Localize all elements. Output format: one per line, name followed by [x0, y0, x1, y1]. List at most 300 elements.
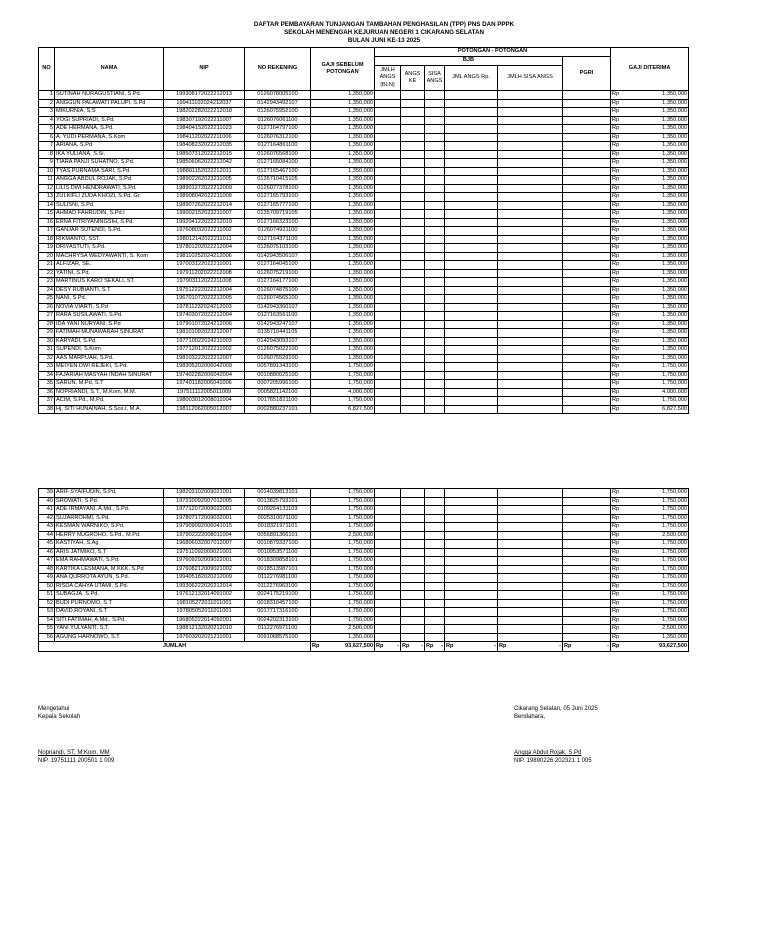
cell-jmlh-angs [375, 633, 401, 642]
cell-jml-angs-rp [445, 227, 498, 236]
diterima-value: 1,750,000 [662, 616, 687, 623]
cell-gaji: 4,000,000 [311, 388, 375, 397]
cell-pgri [563, 397, 611, 406]
headmaster-name: Nopriandi, ST, M.Kom, MM [38, 750, 110, 756]
cell-no: 12 [39, 184, 55, 193]
total-angs-ke: Rp - [401, 642, 425, 652]
cell-jmlh-angs [375, 354, 401, 363]
cell-angs-ke [401, 150, 425, 159]
cell-pgri [563, 557, 611, 566]
currency-label: Rp [612, 346, 620, 352]
cell-pgri [563, 531, 611, 540]
cell-pgri [563, 565, 611, 574]
currency-label: Rp [612, 91, 620, 97]
cell-rekening: 0010953571100 [245, 548, 311, 557]
cell-jmlh-angs [375, 625, 401, 634]
cell-diterima [611, 371, 689, 380]
cell-gaji: 1,350,000 [311, 320, 375, 329]
cell-sisa-angs [425, 320, 445, 329]
cell-pgri [563, 150, 611, 159]
diterima-value: 1,350,000 [662, 116, 688, 123]
cell-angs-ke [401, 540, 425, 549]
cell-rekening: 0126074921100 [245, 227, 311, 236]
cell-diterima [611, 176, 689, 185]
currency-label: Rp [612, 574, 620, 580]
cell-pgri [563, 608, 611, 617]
table-row [39, 142, 689, 151]
cell-rekening: 0127164177100 [245, 278, 311, 287]
cell-pgri [563, 380, 611, 389]
cell-rekening: 0142943506107 [245, 252, 311, 261]
cell-nip: 198812132020212010 [164, 625, 245, 634]
cell-sisa-angs [425, 184, 445, 193]
cell-no: 50 [39, 582, 55, 591]
col-pgri: PGRI [563, 57, 611, 91]
cell-jmlh-sisa [498, 286, 563, 295]
cell-jml-angs-rp [445, 371, 498, 380]
sig-left-line1: Mengetahui [38, 706, 70, 712]
cell-jmlh-sisa [498, 329, 563, 338]
cell-sisa-angs [425, 133, 445, 142]
table-row [39, 320, 689, 329]
cell-jmlh-sisa [498, 523, 563, 532]
currency-label: Rp [612, 625, 620, 631]
cell-sisa-angs [425, 227, 445, 236]
cell-angs-ke [401, 565, 425, 574]
cell-jmlh-sisa [498, 150, 563, 159]
cell-nama: SROWATI, S.Pd. [55, 497, 164, 506]
cell-angs-ke [401, 193, 425, 202]
cell-jmlh-angs [375, 540, 401, 549]
cell-jmlh-sisa [498, 295, 563, 304]
cell-diterima [611, 210, 689, 219]
cell-jmlh-angs [375, 159, 401, 168]
cell-jmlh-angs [375, 227, 401, 236]
cell-no: 35 [39, 380, 55, 389]
cell-jmlh-sisa [498, 210, 563, 219]
cell-gaji: 1,350,000 [311, 633, 375, 642]
currency-label: Rp [612, 608, 620, 614]
cell-pgri [563, 388, 611, 397]
table-row [39, 159, 689, 168]
cell-nama: SUJARROHMI, S.Pd. [55, 514, 164, 523]
diterima-value: 1,350,000 [662, 193, 688, 199]
cell-gaji: 1,750,000 [311, 557, 375, 566]
cell-gaji: 1,750,000 [311, 380, 375, 389]
diterima-value: 1,750,000 [662, 548, 687, 555]
cell-nama: ACIM, S.Pd., M.Pd. [55, 397, 164, 406]
cell-jmlh-sisa [498, 354, 563, 363]
cell-angs-ke [401, 506, 425, 515]
cell-nama: ERNA FITRIYANINGSIH, S.Pd. [55, 218, 164, 227]
cell-nip: 199411102024212037 [164, 99, 245, 108]
cell-jml-angs-rp [445, 261, 498, 270]
cell-angs-ke [401, 227, 425, 236]
cell-gaji: 1,750,000 [311, 514, 375, 523]
cell-jml-angs-rp [445, 133, 498, 142]
cell-gaji: 1,350,000 [311, 116, 375, 125]
cell-no: 5 [39, 125, 55, 134]
cell-angs-ke [401, 142, 425, 151]
cell-pgri [563, 142, 611, 151]
table-row [39, 523, 689, 532]
diterima-value: 1,350,000 [662, 91, 688, 97]
cell-rekening: 0018309858101 [245, 557, 311, 566]
cell-nip: 199405182020212009 [164, 574, 245, 583]
cell-angs-ke [401, 201, 425, 210]
cell-nip: 197911202022212008 [164, 269, 245, 278]
cell-jml-angs-rp [445, 184, 498, 193]
cell-no: 2 [39, 99, 55, 108]
cell-diterima [611, 99, 689, 108]
cell-jmlh-sisa [498, 227, 563, 236]
cell-jmlh-sisa [498, 531, 563, 540]
cell-jml-angs-rp [445, 286, 498, 295]
cell-jmlh-angs [375, 176, 401, 185]
table-row [39, 371, 689, 380]
cell-diterima [611, 363, 689, 372]
cell-pgri [563, 371, 611, 380]
cell-sisa-angs [425, 235, 445, 244]
cell-pgri [563, 625, 611, 634]
cell-jmlh-angs [375, 235, 401, 244]
cell-gaji: 2,500,000 [311, 531, 375, 540]
currency-label: Rp [612, 269, 620, 276]
cell-rekening: 0127163561100 [245, 312, 311, 321]
cell-nama: EMA RAHMAWATI, S.Pd. [55, 557, 164, 566]
cell-no: 44 [39, 531, 55, 540]
cell-angs-ke [401, 116, 425, 125]
cell-jmlh-sisa [498, 497, 563, 506]
cell-jml-angs-rp [445, 244, 498, 253]
cell-nip: 197608212009021002 [164, 565, 245, 574]
cell-jmlh-angs [375, 295, 401, 304]
table-row [39, 108, 689, 117]
cell-rekening: 0109264131103 [245, 506, 311, 515]
cell-nama: GANJAR SUTENDI, S.Pd. [55, 227, 164, 236]
cell-rekening: 0024175219100 [245, 591, 311, 600]
cell-gaji: 1,750,000 [311, 363, 375, 372]
cell-nama: FATIMAH MUNAWARAH SINURAT [55, 329, 164, 338]
cell-jmlh-sisa [498, 565, 563, 574]
cell-nama: KASTIYAH, S.Ag [55, 540, 164, 549]
diterima-value: 1,350,000 [662, 354, 688, 361]
cell-sisa-angs [425, 167, 445, 176]
table-row [39, 125, 689, 134]
cell-jml-angs-rp [445, 565, 498, 574]
table-row [39, 388, 689, 397]
cell-jmlh-angs [375, 142, 401, 151]
cell-jmlh-angs [375, 380, 401, 389]
cell-sisa-angs [425, 125, 445, 134]
diterima-value: 1,350,000 [662, 159, 688, 165]
cell-nip: 198506062022212042 [164, 159, 245, 168]
currency-label: Rp [612, 540, 620, 546]
diterima-value: 1,350,000 [662, 167, 688, 174]
cell-gaji: 1,350,000 [311, 295, 375, 304]
cell-gaji: 1,350,000 [311, 184, 375, 193]
cell-jml-angs-rp [445, 388, 498, 397]
cell-nama: LILIS DWI HENDRAWATI, S.Pd. [55, 184, 164, 193]
cell-jmlh-sisa [498, 133, 563, 142]
diterima-value: 1,750,000 [662, 540, 687, 546]
cell-nama: NOPRIANDI, S.T., M.Kom, M.M. [55, 388, 164, 397]
cell-pgri [563, 346, 611, 355]
cell-no: 53 [39, 608, 55, 617]
cell-no: 31 [39, 346, 55, 355]
cell-nama: IKA YULIANA, S.Si. [55, 150, 164, 159]
cell-jmlh-angs [375, 108, 401, 117]
cell-nama: TIARA PANJI SUHATNO, S.Pd. [55, 159, 164, 168]
table-row [39, 329, 689, 338]
currency-label: Rp [612, 150, 620, 157]
cell-no: 22 [39, 269, 55, 278]
cell-jml-angs-rp [445, 329, 498, 338]
diterima-value: 6,827,500 [662, 405, 688, 412]
cell-rekening: 0112276963100 [245, 582, 311, 591]
cell-jmlh-sisa [498, 608, 563, 617]
cell-rekening: 0127165467100 [245, 167, 311, 176]
diterima-value: 2,500,000 [662, 625, 687, 631]
cell-diterima [611, 201, 689, 210]
cell-sisa-angs [425, 261, 445, 270]
cell-angs-ke [401, 625, 425, 634]
diterima-value: 1,350,000 [662, 235, 688, 242]
cell-pgri [563, 244, 611, 253]
cell-no: 46 [39, 548, 55, 557]
cell-nama: SITI FATIMAH, A.Md., S.Pd. [55, 616, 164, 625]
cell-nip: 198907262022212014 [164, 201, 245, 210]
cell-sisa-angs [425, 599, 445, 608]
cell-jmlh-angs [375, 269, 401, 278]
cell-pgri [563, 599, 611, 608]
cell-jml-angs-rp [445, 514, 498, 523]
cell-rekening: 0142943093107 [245, 337, 311, 346]
cell-nama: ARIANA, S.Pd [55, 142, 164, 151]
table-row [39, 397, 689, 406]
cell-no: 21 [39, 261, 55, 270]
cell-angs-ke [401, 286, 425, 295]
cell-sisa-angs [425, 363, 445, 372]
currency-label: Rp [612, 497, 620, 504]
cell-sisa-angs [425, 616, 445, 625]
cell-nip: 198103222022212007 [164, 354, 245, 363]
cell-sisa-angs [425, 397, 445, 406]
cell-jmlh-angs [375, 329, 401, 338]
cell-rekening: 0057891343100 [245, 363, 311, 372]
cell-diterima [611, 227, 689, 236]
cell-pgri [563, 159, 611, 168]
cell-nama: KARYADI, S.Pd. [55, 337, 164, 346]
cell-angs-ke [401, 184, 425, 193]
cell-gaji: 1,350,000 [311, 201, 375, 210]
cell-gaji: 1,750,000 [311, 599, 375, 608]
cell-nama: SUBAGJA, S.Pd. [55, 591, 164, 600]
table-row [39, 244, 689, 253]
cell-diterima [611, 405, 689, 414]
cell-nama: HERRY NUGROHO, S.Pd., M.Pd. [55, 531, 164, 540]
table-row [39, 591, 689, 600]
cell-nip: 197710022024211003 [164, 337, 245, 346]
diterima-value: 1,750,000 [662, 363, 688, 369]
cell-jml-angs-rp [445, 312, 498, 321]
cell-nip: 197811232024212003 [164, 303, 245, 312]
cell-jmlh-sisa [498, 201, 563, 210]
cell-rekening: 0127165777100 [245, 201, 311, 210]
cell-pgri [563, 252, 611, 261]
cell-nama: AAS MARPUAH, S.Pd. [55, 354, 164, 363]
diterima-value: 1,750,000 [662, 523, 687, 529]
cell-rekening: 0017717316100 [245, 608, 311, 617]
cell-jml-angs-rp [445, 269, 498, 278]
cell-rekening: 0126075529100 [245, 354, 311, 363]
table-row [39, 286, 689, 295]
table-row [39, 346, 689, 355]
cell-jmlh-angs [375, 303, 401, 312]
cell-diterima [611, 608, 689, 617]
cell-no: 29 [39, 329, 55, 338]
cell-nama: FAJARIAH MASYAH INDAH SINURAT [55, 371, 164, 380]
cell-jml-angs-rp [445, 278, 498, 287]
cell-nip: 198202282022212018 [164, 108, 245, 117]
cell-sisa-angs [425, 99, 445, 108]
cell-sisa-angs [425, 193, 445, 202]
cell-jml-angs-rp [445, 405, 498, 414]
cell-gaji: 1,350,000 [311, 346, 375, 355]
currency-label: Rp [612, 244, 620, 250]
cell-jmlh-sisa [498, 591, 563, 600]
col-no: NO [39, 48, 55, 91]
cell-nip: 197003122022211001 [164, 261, 245, 270]
cell-gaji: 1,350,000 [311, 218, 375, 227]
cell-rekening: 0142943360107 [245, 303, 311, 312]
table-row [39, 99, 689, 108]
cell-angs-ke [401, 388, 425, 397]
cell-gaji: 1,750,000 [311, 540, 375, 549]
cell-sisa-angs [425, 108, 445, 117]
cell-pgri [563, 320, 611, 329]
cell-angs-ke [401, 514, 425, 523]
cell-sisa-angs [425, 514, 445, 523]
cell-jmlh-angs [375, 574, 401, 583]
col-nama: NAMA [55, 48, 164, 91]
cell-jml-angs-rp [445, 397, 498, 406]
treasurer-nip: NIP. 19890226 202321 1 005 [514, 758, 592, 764]
cell-pgri [563, 548, 611, 557]
cell-nip: 197608032022211002 [164, 227, 245, 236]
cell-nama: RISDA CAHYA UTAMI, S.Pd. [55, 582, 164, 591]
currency-label: Rp [612, 514, 620, 521]
cell-rekening: 0056891366101 [245, 531, 311, 540]
cell-sisa-angs [425, 159, 445, 168]
cell-gaji: 1,750,000 [311, 506, 375, 515]
cell-jml-angs-rp [445, 489, 498, 498]
cell-jmlh-sisa [498, 99, 563, 108]
cell-angs-ke [401, 591, 425, 600]
signature-left [38, 705, 114, 765]
cell-jmlh-angs [375, 531, 401, 540]
cell-sisa-angs [425, 540, 445, 549]
table-row [39, 497, 689, 506]
table-row [39, 557, 689, 566]
cell-nama: ARIS JATMIKO, S.T [55, 548, 164, 557]
cell-jmlh-sisa [498, 371, 563, 380]
currency-label: Rp [612, 489, 620, 495]
cell-sisa-angs [425, 523, 445, 532]
cell-nip: 197603202021211001 [164, 633, 245, 642]
table-row [39, 193, 689, 202]
cell-gaji: 2,500,000 [311, 625, 375, 634]
cell-diterima [611, 506, 689, 515]
cell-jmlh-angs [375, 201, 401, 210]
cell-angs-ke [401, 176, 425, 185]
cell-gaji: 1,350,000 [311, 125, 375, 134]
cell-jml-angs-rp [445, 167, 498, 176]
cell-rekening: 0014039813101 [245, 489, 311, 498]
diterima-value: 4,000,000 [662, 388, 688, 395]
cell-no: 11 [39, 176, 55, 185]
school-name: SEKOLAH MENENGAH KEJURUAN NEGERI 1 CIKARANG SELATAN [284, 29, 484, 36]
cell-angs-ke [401, 133, 425, 142]
cell-gaji: 1,350,000 [311, 252, 375, 261]
cell-nama: ADE IRMAYANI, A.Md., S.Pd. [55, 506, 164, 515]
cell-pgri [563, 91, 611, 100]
cell-nip: 197609292009022001 [164, 557, 245, 566]
cell-diterima [611, 235, 689, 244]
table-row [39, 574, 689, 583]
table-row [39, 608, 689, 617]
cell-jmlh-angs [375, 312, 401, 321]
cell-sisa-angs [425, 116, 445, 125]
diterima-value: 1,350,000 [662, 312, 688, 318]
cell-no: 17 [39, 227, 55, 236]
table-row [39, 380, 689, 389]
cell-diterima [611, 388, 689, 397]
cell-jmlh-sisa [498, 582, 563, 591]
currency-label: Rp [612, 548, 620, 555]
cell-diterima [611, 91, 689, 100]
cell-gaji: 1,350,000 [311, 329, 375, 338]
cell-jmlh-sisa [498, 142, 563, 151]
currency-label: Rp [612, 397, 620, 403]
cell-jmlh-angs [375, 261, 401, 270]
cell-diterima [611, 591, 689, 600]
cell-angs-ke [401, 244, 425, 253]
diterima-value: 1,750,000 [662, 497, 687, 504]
cell-no: 30 [39, 337, 55, 346]
cell-pgri [563, 108, 611, 117]
cell-nip: 197807172009032001 [164, 514, 245, 523]
cell-angs-ke [401, 608, 425, 617]
diterima-value: 1,350,000 [662, 320, 688, 327]
payroll-table-page1 [38, 47, 689, 414]
cell-diterima [611, 354, 689, 363]
table-row [39, 278, 689, 287]
diterima-value: 1,750,000 [662, 514, 687, 521]
currency-label: Rp [612, 201, 620, 208]
cell-rekening: 0018513987101 [245, 565, 311, 574]
cell-nip: 198507312022212015 [164, 150, 245, 159]
cell-sisa-angs [425, 354, 445, 363]
cell-angs-ke [401, 531, 425, 540]
currency-label: Rp [612, 320, 620, 327]
currency-label: Rp [612, 363, 620, 369]
cell-rekening: 0112276971100 [245, 625, 311, 634]
cell-gaji: 1,350,000 [311, 99, 375, 108]
cell-sisa-angs [425, 371, 445, 380]
cell-sisa-angs [425, 633, 445, 642]
cell-gaji: 1,350,000 [311, 261, 375, 270]
